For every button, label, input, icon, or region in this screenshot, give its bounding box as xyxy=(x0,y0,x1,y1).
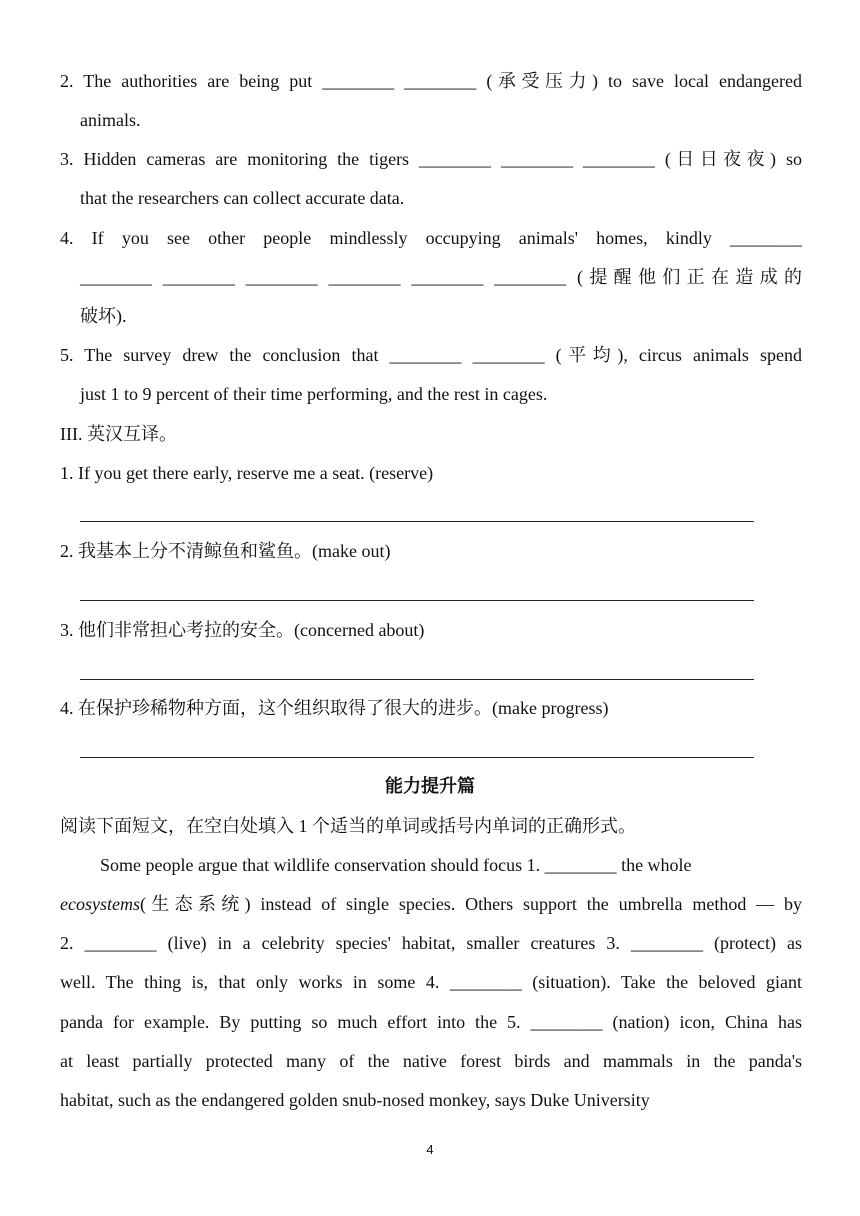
answer-line-4[interactable] xyxy=(80,757,754,758)
passage-line-7: habitat, such as the endangered golden snub-nosed monkey, says Duke University xyxy=(60,1090,650,1110)
item-5-line-1: 5. The survey drew the conclusion that ________ ________ (平均), circus animals spend xyxy=(60,345,802,365)
item-4-line-3: 破坏). xyxy=(80,306,127,326)
answer-line-3[interactable] xyxy=(80,679,754,680)
page-number: 4 xyxy=(426,1142,434,1157)
answer-line-1[interactable] xyxy=(80,521,754,522)
passage-line-5: panda for example. By putting so much effort into the 5. ________ (nation) icon, China has xyxy=(60,1012,802,1032)
item-3-line-2: that the researchers can collect accurate data. xyxy=(80,188,405,208)
item-4-line-2: ________ ________ ________ ________ ________ ________ (提醒他们正在造成的 xyxy=(80,267,802,287)
section-iii-title: III. 英汉互译。 xyxy=(60,424,177,444)
translation-item-2: 2. 我基本上分不清鲸鱼和鲨鱼。(make out) xyxy=(60,541,391,561)
passage-line-3: 2. ________ (live) in a celebrity species' habitat, smaller creatures 3. ________ (protect) as xyxy=(60,933,802,953)
translation-item-3: 3. 他们非常担心考拉的安全。(concerned about) xyxy=(60,620,425,640)
item-2-line-1: 2. The authorities are being put ________ ________ (承受压力) to save local endangered xyxy=(60,71,802,91)
passage-italic-term: ecosystems xyxy=(60,894,140,914)
ability-section-heading: 能力提升篇 xyxy=(385,776,475,796)
item-4-line-1: 4. If you see other people mindlessly occupying animals' homes, kindly ________ xyxy=(60,228,802,248)
answer-line-2[interactable] xyxy=(80,600,754,601)
passage-line-6: at least partially protected many of the native forest birds and mammals in the panda's xyxy=(60,1051,802,1071)
passage-line-2 xyxy=(60,893,802,915)
ability-instruction: 阅读下面短文，在空白处填入 1 个适当的单词或括号内单词的正确形式。 xyxy=(60,816,636,836)
item-3-line-1: 3. Hidden cameras are monitoring the tigers ________ ________ ________ (日日夜夜) so xyxy=(60,149,802,169)
translation-item-1: 1. If you get there early, reserve me a seat. (reserve) xyxy=(60,463,434,483)
passage-line-4: well. The thing is, that only works in some 4. ________ (situation). Take the beloved giant xyxy=(60,972,802,992)
translation-item-4: 4. 在保护珍稀物种方面，这个组织取得了很大的进步。(make progress) xyxy=(60,698,609,718)
passage-line-1: Some people argue that wildlife conservation should focus 1. ________ the whole xyxy=(100,855,692,875)
passage-line-2-rest: (生态系统) instead of single species. Others support the umbrella method — by xyxy=(139,894,802,914)
item-5-line-2: just 1 to 9 percent of their time performing, and the rest in cages. xyxy=(80,384,548,404)
item-2-line-2: animals. xyxy=(80,110,141,130)
